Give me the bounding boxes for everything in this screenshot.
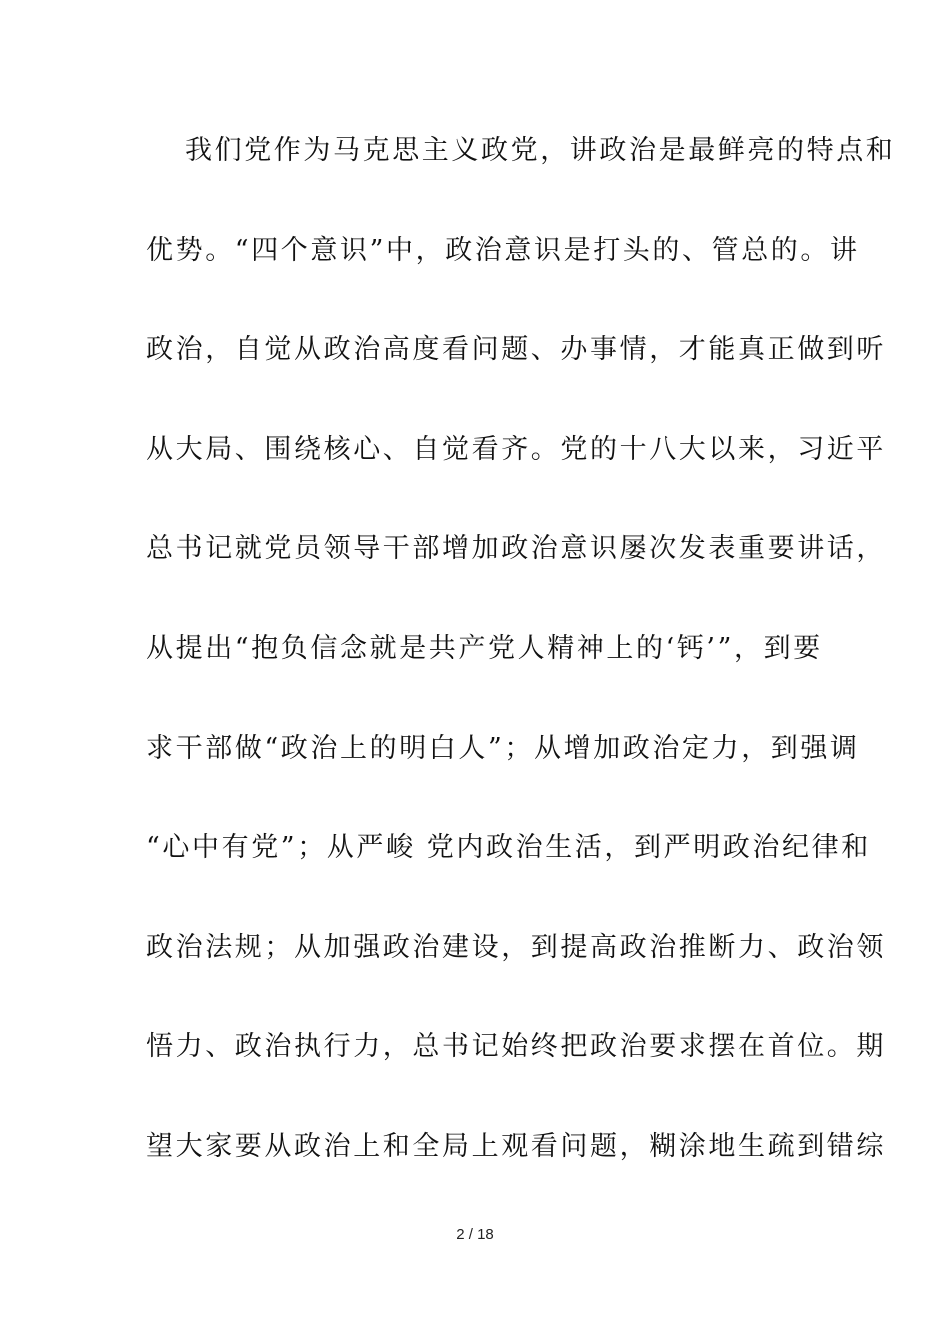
text-line: 从提出“抱负信念就是共产党人精神上的‘钙’”，到要 bbox=[146, 632, 823, 664]
text-line: “心中有党”；从严峻 党内政治生活，到严明政治纪律和 bbox=[146, 832, 871, 864]
body-paragraph bbox=[146, 126, 896, 1222]
text-line: 政治，自觉从政治高度看问题、办事情，才能真正做到听 bbox=[146, 334, 886, 366]
page-number: 2 / 18 bbox=[456, 1226, 494, 1243]
text-line: 优势。“四个意识”中，政治意识是打头的、管总的。讲 bbox=[146, 234, 860, 266]
text-line: 悟力、政治执行力，总书记始终把政治要求摆在首位。期 bbox=[146, 1031, 886, 1063]
text-line: 望大家要从政治上和全局上观看问题，糊涂地生疏到错综 bbox=[146, 1130, 886, 1162]
text-line: 求干部做“政治上的明白人”；从增加政治定力，到强调 bbox=[146, 732, 860, 764]
text-line: 从大局、围绕核心、自觉看齐。党的十八大以来，习近平 bbox=[146, 433, 886, 465]
text-line: 我们党作为马克思主义政党，讲政治是最鲜亮的特点和 bbox=[185, 135, 896, 166]
text-line: 政治法规；从加强政治建设，到提高政治推断力、政治领 bbox=[146, 931, 886, 963]
text-line: 总书记就党员领导干部增加政治意识屡次发表重要讲话， bbox=[146, 533, 886, 565]
